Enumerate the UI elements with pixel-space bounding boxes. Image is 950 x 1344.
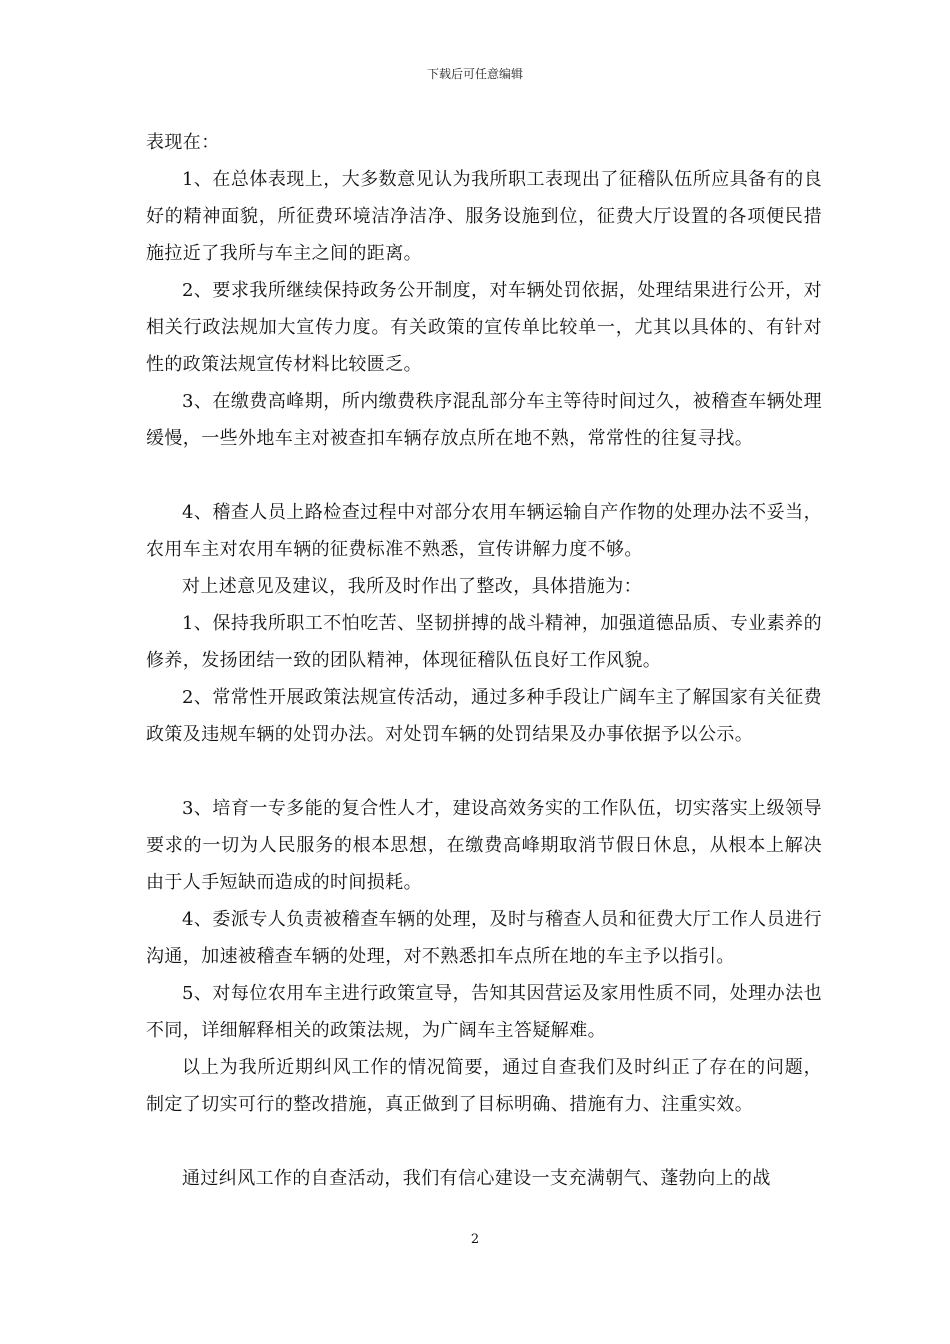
paragraph-summary: 以上为我所近期纠风工作的情况简要，通过自查我们及时纠正了存在的问题，制定了切实可行的整改措施，真正做到了目标明确、措施有力、注重实效。 — [146, 1057, 822, 1115]
paragraph-measures-intro: 对上述意见及建议，我所及时作出了整改，具体措施为： — [182, 576, 642, 597]
paragraph-measure-5: 5、对每位农用车主进行政策宣导，告知其因营运及家用性质不同，处理办法也不同，详细解释相关的政策法规，为广阔车主答疑解难。 — [146, 983, 822, 1041]
paragraph-feedback-3: 3、在缴费高峰期，所内缴费秩序混乱部分车主等待时间过久，被稽查车辆处理缓慢，一些外地车主对被查扣车辆存放点所在地不熟，常常性的往复寻找。 — [146, 391, 822, 449]
paragraph-measure-3: 3、培育一专多能的复合性人才，建设高效务实的工作队伍，切实落实上级领导要求的一切为人民服务的根本思想，在缴费高峰期取消节假日休息，从根本上解决由于人手短缺而造成的时间损耗。 — [146, 798, 822, 893]
page-number: 2 — [470, 1232, 480, 1247]
paragraph-measure-4: 4、委派专人负责被稽查车辆的处理，及时与稽查人员和征费大厅工作人员进行沟通，加速被稽查车辆的处理，对不熟悉扣车点所在地的车主予以指引。 — [146, 909, 822, 967]
paragraph-intro: 表现在： — [146, 132, 220, 153]
paragraph-feedback-4: 4、稽查人员上路检查过程中对部分农用车辆运输自产作物的处理办法不妥当，农用车主对农用车辆的征费标准不熟悉，宣传讲解力度不够。 — [146, 502, 822, 560]
paragraph-conclusion: 通过纠风工作的自查活动，我们有信心建设一支充满朝气、蓬勃向上的战 — [182, 1168, 771, 1189]
document-body — [146, 124, 822, 1197]
paragraph-feedback-1: 1、在总体表现上，大多数意见认为我所职工表现出了征稽队伍所应具备有的良好的精神面貌，所征费环境洁净洁净、服务设施到位，征费大厅设置的各项便民措施拉近了我所与车主之间的距离。 — [146, 169, 822, 264]
page-header: 下载后可任意编辑 — [426, 67, 523, 81]
paragraph-measure-1: 1、保持我所职工不怕吃苦、坚韧拼搏的战斗精神，加强道德品质、专业素养的修养，发扬团结一致的团队精神，体现征稽队伍良好工作风貌。 — [146, 613, 822, 671]
paragraph-measure-2: 2、常常性开展政策法规宣传活动，通过多种手段让广阔车主了解国家有关征费政策及违规车辆的处罚办法。对处罚车辆的处罚结果及办事依据予以公示。 — [146, 687, 822, 745]
paragraph-feedback-2: 2、要求我所继续保持政务公开制度，对车辆处罚依据，处理结果进行公开，对相关行政法规加大宣传力度。有关政策的宣传单比较单一，尤其以具体的、有针对性的政策法规宣传材料比较匮乏。 — [146, 280, 822, 375]
